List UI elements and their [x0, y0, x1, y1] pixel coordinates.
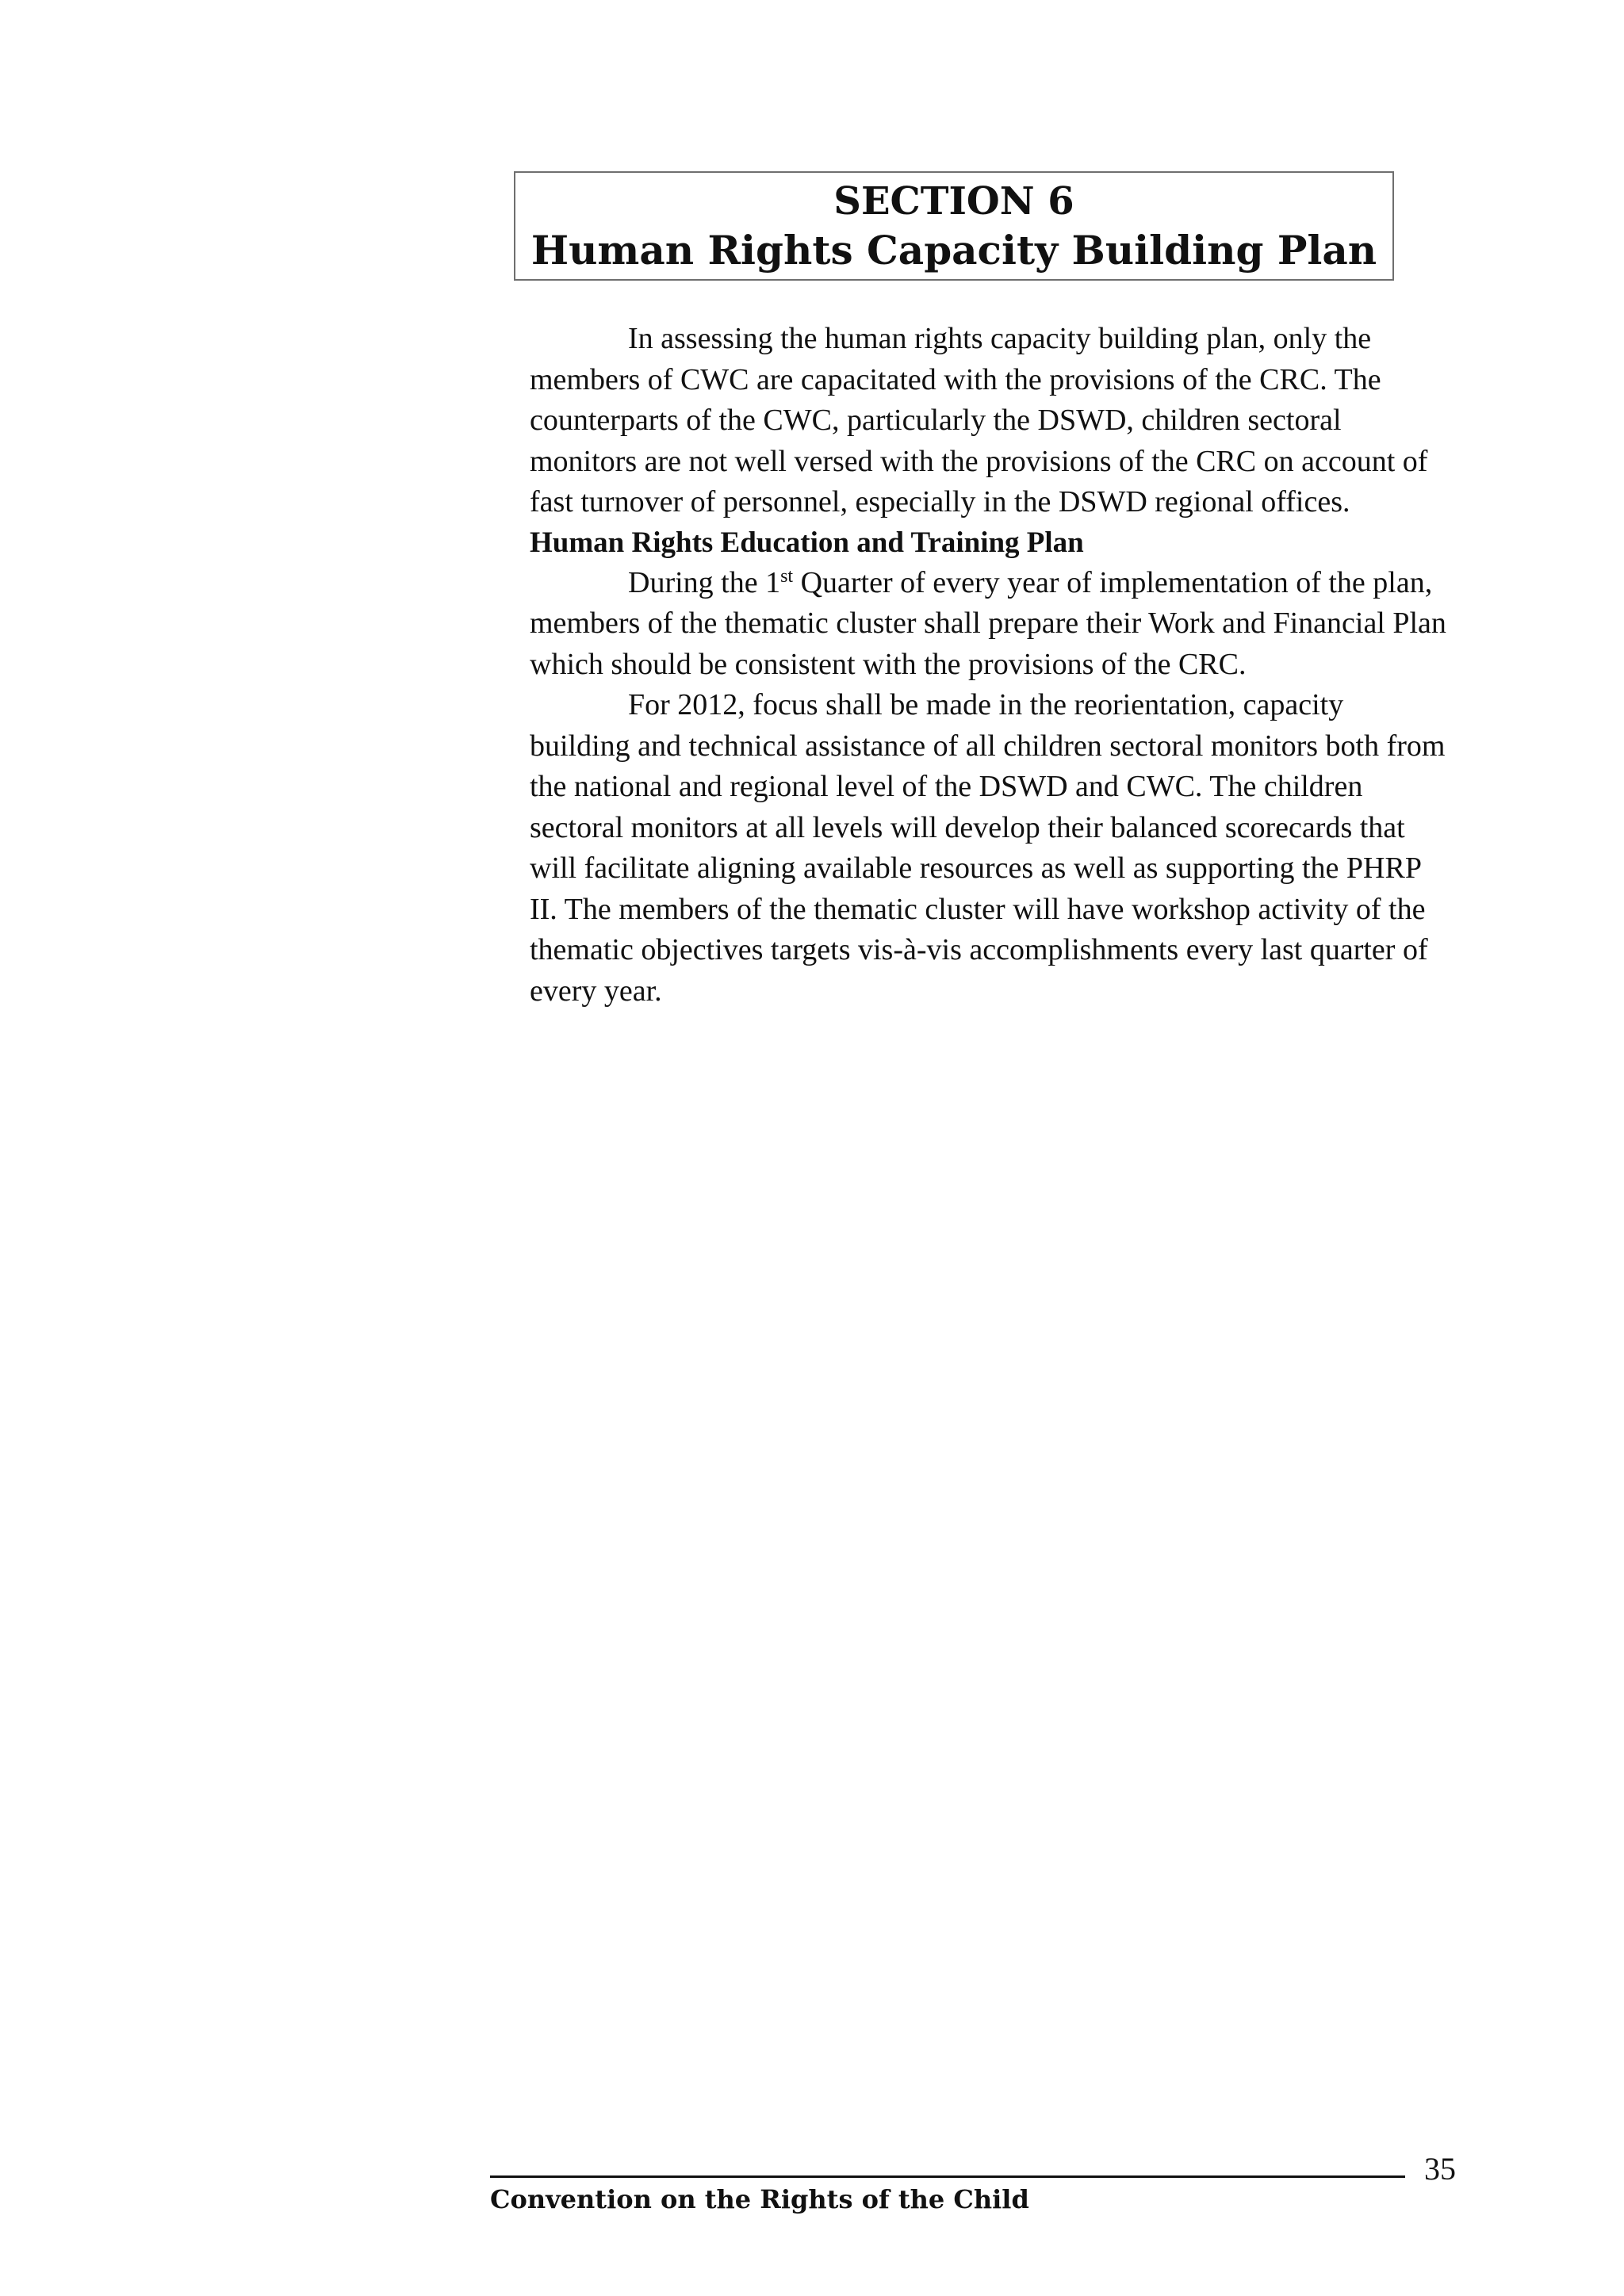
section-number: SECTION 6: [833, 179, 1074, 224]
paragraph-2012-focus: For 2012, focus shall be made in the reorientation, capacity building and technical assistance of all children sectoral monitors both from the national and regional level of the DSWD and CWC. The children sectoral monitors at all levels will develop their balanced scorecards that will facilitate aligning available resources as well as supporting the PHRP II. The members of the thematic cluster will have workshop activity of the thematic objectives targets vis-à-vis accomplishments every last quarter of every year.: [530, 688, 1446, 1008]
paragraph-2-rest: Quarter of every year of implementation of the plan, members of the thematic cluster shall prepare their Work and Financial Plan which should be consistent with the provisions of the CRC.: [530, 565, 1446, 681]
subheading-education-training: Human Rights Education and Training Plan: [530, 526, 1084, 559]
footer-title: Convention on the Rights of the Child: [490, 2184, 1029, 2214]
section-heading-box: [514, 171, 1394, 281]
body-content: [530, 319, 1450, 1012]
page-number: 35: [1424, 2151, 1456, 2187]
paragraph-work-financial-plan: [530, 563, 1450, 686]
paragraph-2-start: During the 1: [628, 565, 781, 599]
ordinal-suffix: st: [780, 565, 794, 587]
footer-rule: [490, 2175, 1405, 2178]
paragraph-assessment: In assessing the human rights capacity building plan, only the members of CWC are capacitated with the provisions of the CRC. The counterparts of the CWC, particularly the DSWD, children sectoral monitors are not well versed with the provisions of the CRC on account of fast turnover of personnel, especially in the DSWD regional offices.: [530, 322, 1428, 519]
section-title: Human Rights Capacity Building Plan: [530, 227, 1377, 274]
